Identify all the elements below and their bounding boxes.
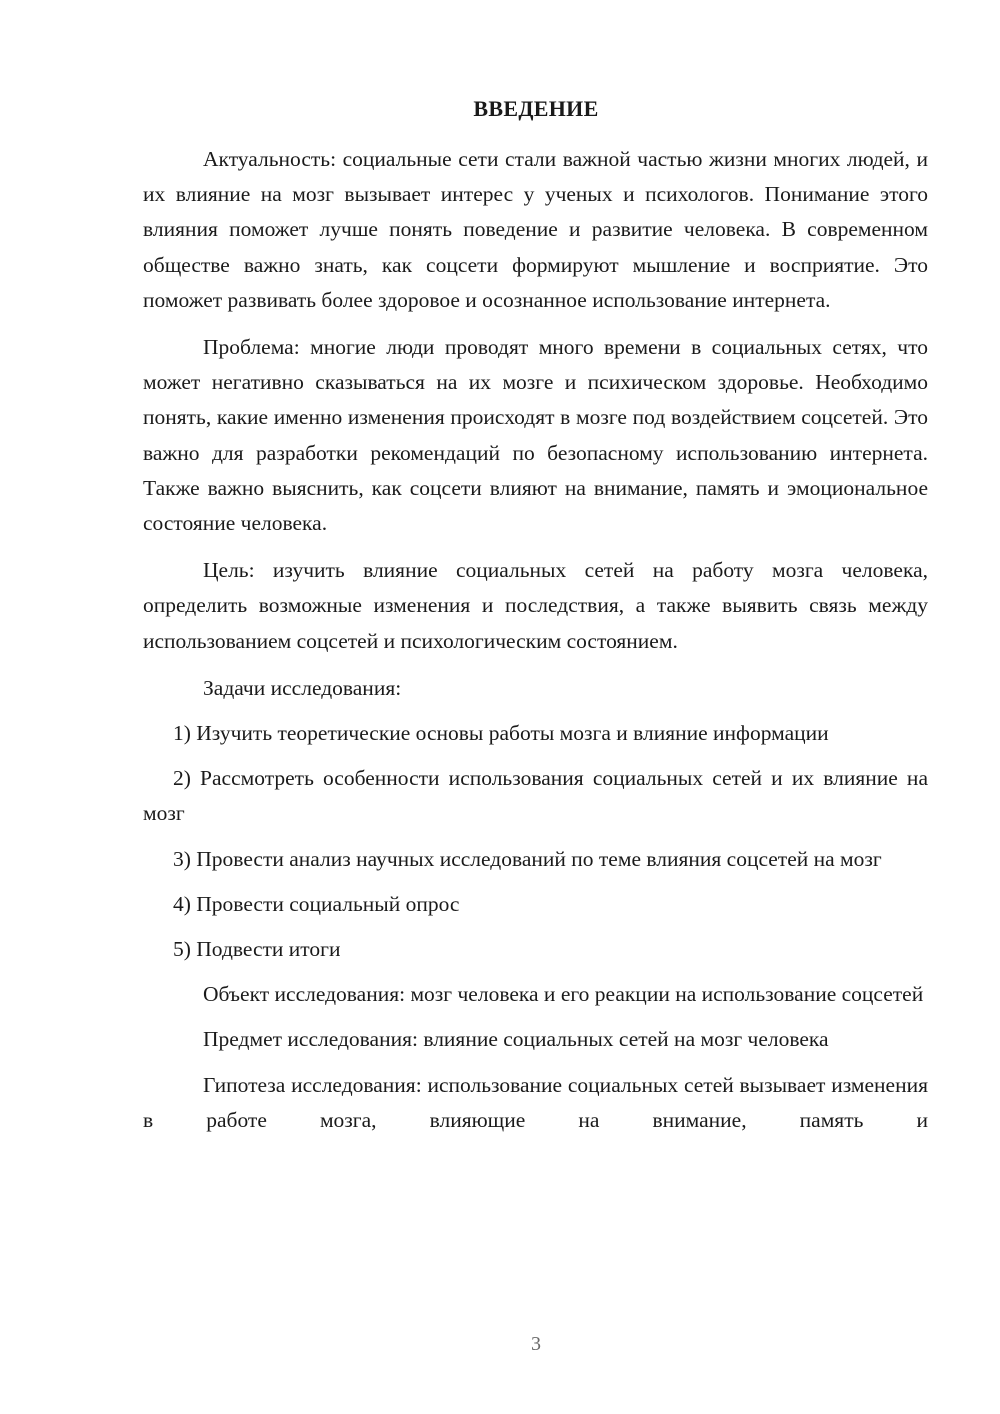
tasks-heading: Задачи исследования: bbox=[203, 675, 402, 700]
object-paragraph: Объект исследования: мозг человека и его реакции на использование соцсетей bbox=[203, 982, 924, 1007]
relevance-paragraph: Актуальность: социальные сети стали важной частью жизни многих людей, и их влияние на мозг вызывает интерес у ученых и психологов. Понимание этого влияния поможет лучше понять поведение и развитие человека. В современном обществе важно знать, как соцсети формируют мышление и восприятие. Это поможет развивать более здоровое и осознанное использование интернета. bbox=[143, 147, 928, 312]
list-item: 1) Изучить теоретические основы работы мозга и влияние информации bbox=[173, 721, 829, 746]
document-body bbox=[143, 142, 928, 1138]
list-item: 3) Провести анализ научных исследований по теме влияния соцсетей на мозг bbox=[173, 846, 882, 871]
list-item: 5) Подвести итоги bbox=[173, 937, 341, 962]
hypothesis-paragraph: Гипотеза исследования: использование социальных сетей вызывает изменения в работе мозга, влияющие на внимание, память и bbox=[143, 1072, 928, 1132]
subject-paragraph: Предмет исследования: влияние социальных сетей на мозг человека bbox=[203, 1027, 829, 1052]
section-title: ВВЕДЕНИЕ bbox=[473, 96, 599, 121]
page-number: 3 bbox=[531, 1333, 541, 1355]
problem-paragraph: Проблема: многие люди проводят много времени в социальных сетях, что может негативно сказываться на их мозге и психическом здоровье. Необходимо понять, какие именно изменения происходят в мозге под воздействием соцсетей. Это важно для разработки рекомендаций по безопасному использованию интернета. Также важно выяснить, как соцсети влияют на внимание, память и эмоциональное состояние человека. bbox=[143, 335, 928, 536]
list-item: 4) Провести социальный опрос bbox=[173, 891, 460, 916]
goal-paragraph: Цель: изучить влияние социальных сетей на работу мозга человека, определить возможные изменения и последствия, а также выявить связь между использованием соцсетей и психологическим состоянием. bbox=[143, 558, 928, 653]
list-item: 2) Рассмотреть особенности использования социальных сетей и их влияние на мозг bbox=[143, 766, 928, 826]
tasks-list bbox=[143, 716, 928, 967]
